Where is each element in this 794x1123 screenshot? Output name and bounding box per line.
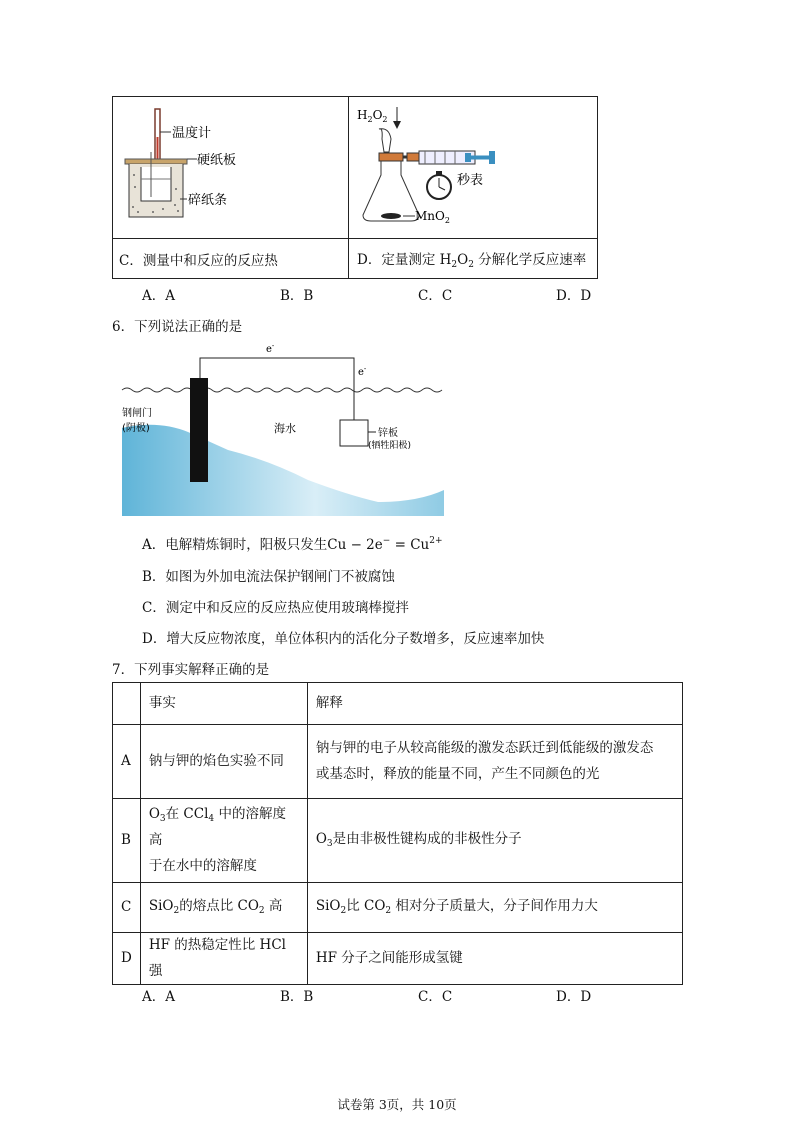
steel-gate-label: 钢闸门	[122, 408, 152, 419]
paper-strips-label: 碎纸条	[188, 193, 228, 208]
row-explain: $O_3$是由非极性键构成的非极性分子	[307, 799, 682, 883]
table-row	[113, 725, 683, 799]
q7-stem: 7．下列事实解释正确的是	[112, 662, 270, 678]
cardboard-label: 硬纸板	[197, 153, 237, 168]
q7-table	[112, 682, 683, 985]
q7-options	[142, 985, 694, 1005]
q5-option-a[interactable]: A．A	[142, 288, 175, 304]
row-label: D	[113, 933, 141, 985]
q7-option-d[interactable]: D．D	[556, 989, 592, 1005]
zinc-plate-label: 锌板	[378, 428, 398, 439]
row-label: C	[113, 883, 141, 933]
electron-label-top: e-	[266, 342, 275, 355]
q5-option-b[interactable]: B．B	[280, 288, 314, 304]
row-explain: HF 分子之间能形成氢键	[307, 933, 682, 985]
q5-option-d[interactable]: D．D	[556, 288, 592, 304]
table-row	[113, 933, 683, 985]
q5-caption-c: C．测量中和反应的反应热	[113, 239, 349, 279]
steel-gate-role: (阴极)	[122, 423, 150, 434]
thermometer-label: 温度计	[172, 126, 212, 141]
q7-option-b[interactable]: B．B	[280, 989, 314, 1005]
q5-table	[112, 96, 598, 279]
q6-option-d[interactable]: D．增大反应物浓度，单位体积内的活化分子数增多，反应速率加快	[142, 631, 545, 647]
q7-option-c[interactable]: C．C	[418, 989, 453, 1005]
page-footer: 试卷第 3页，共 10页	[337, 1097, 457, 1112]
q5-option-c[interactable]: C．C	[418, 288, 453, 304]
row-fact: SiO$_2$的熔点比 $CO_2$ 高	[140, 883, 307, 933]
mno2-label: MnO$_2$	[415, 209, 450, 225]
row-label: A	[113, 725, 141, 799]
electron-label-right: e-	[358, 365, 367, 378]
header-explain: 解释	[307, 683, 682, 725]
seawater-label: 海水	[274, 422, 296, 435]
row-fact: 钠与钾的焰色实验不同	[140, 725, 307, 799]
q5-cell-c-figure	[113, 97, 349, 239]
row-explain: SiO$_2$比 $CO_2$ 相对分子质量大，分子间作用力大	[307, 883, 682, 933]
table-header-row	[113, 683, 683, 725]
row-label: B	[113, 799, 141, 883]
q6-option-c[interactable]: C．测定中和反应的反应热应使用玻璃棒搅拌	[142, 600, 409, 616]
stopwatch-label: 秒表	[457, 173, 484, 188]
sacrificial-anode-figure	[118, 340, 448, 518]
h2o2-label: $H_2O_2$	[357, 108, 388, 124]
q5-caption-d: D．定量测定 $H_2O_2$ 分解化学反应速率	[349, 239, 598, 279]
calorimeter-diagram	[113, 97, 348, 234]
header-fact: 事实	[140, 683, 307, 725]
row-fact: HF 的热稳定性比 HCl 强	[140, 933, 307, 985]
zinc-plate-role: (牺牲阳极)	[368, 441, 412, 451]
row-fact: $O_3$在 CCl$_4$ 中的溶解度高 于在水中的溶解度	[140, 799, 307, 883]
q6-stem: 6．下列说法正确的是	[112, 319, 243, 335]
q5-cell-d-figure	[349, 97, 598, 239]
table-row	[113, 883, 683, 933]
q6-option-b[interactable]: B．如图为外加电流法保护钢闸门不被腐蚀	[142, 569, 395, 585]
q6-option-a[interactable]: A．电解精炼铜时，阳极只发生$Cu - 2e^- = Cu^{2+}$	[142, 536, 443, 553]
q5-options	[142, 284, 694, 304]
h2o2-rate-apparatus	[349, 97, 597, 234]
table-row	[113, 799, 683, 883]
row-explain: 钠与钾的电子从较高能级的激发态跃迁到低能级的激发态 或基态时，释放的能量不同，产生不同颜色的光	[307, 725, 682, 799]
q7-option-a[interactable]: A．A	[142, 989, 175, 1005]
